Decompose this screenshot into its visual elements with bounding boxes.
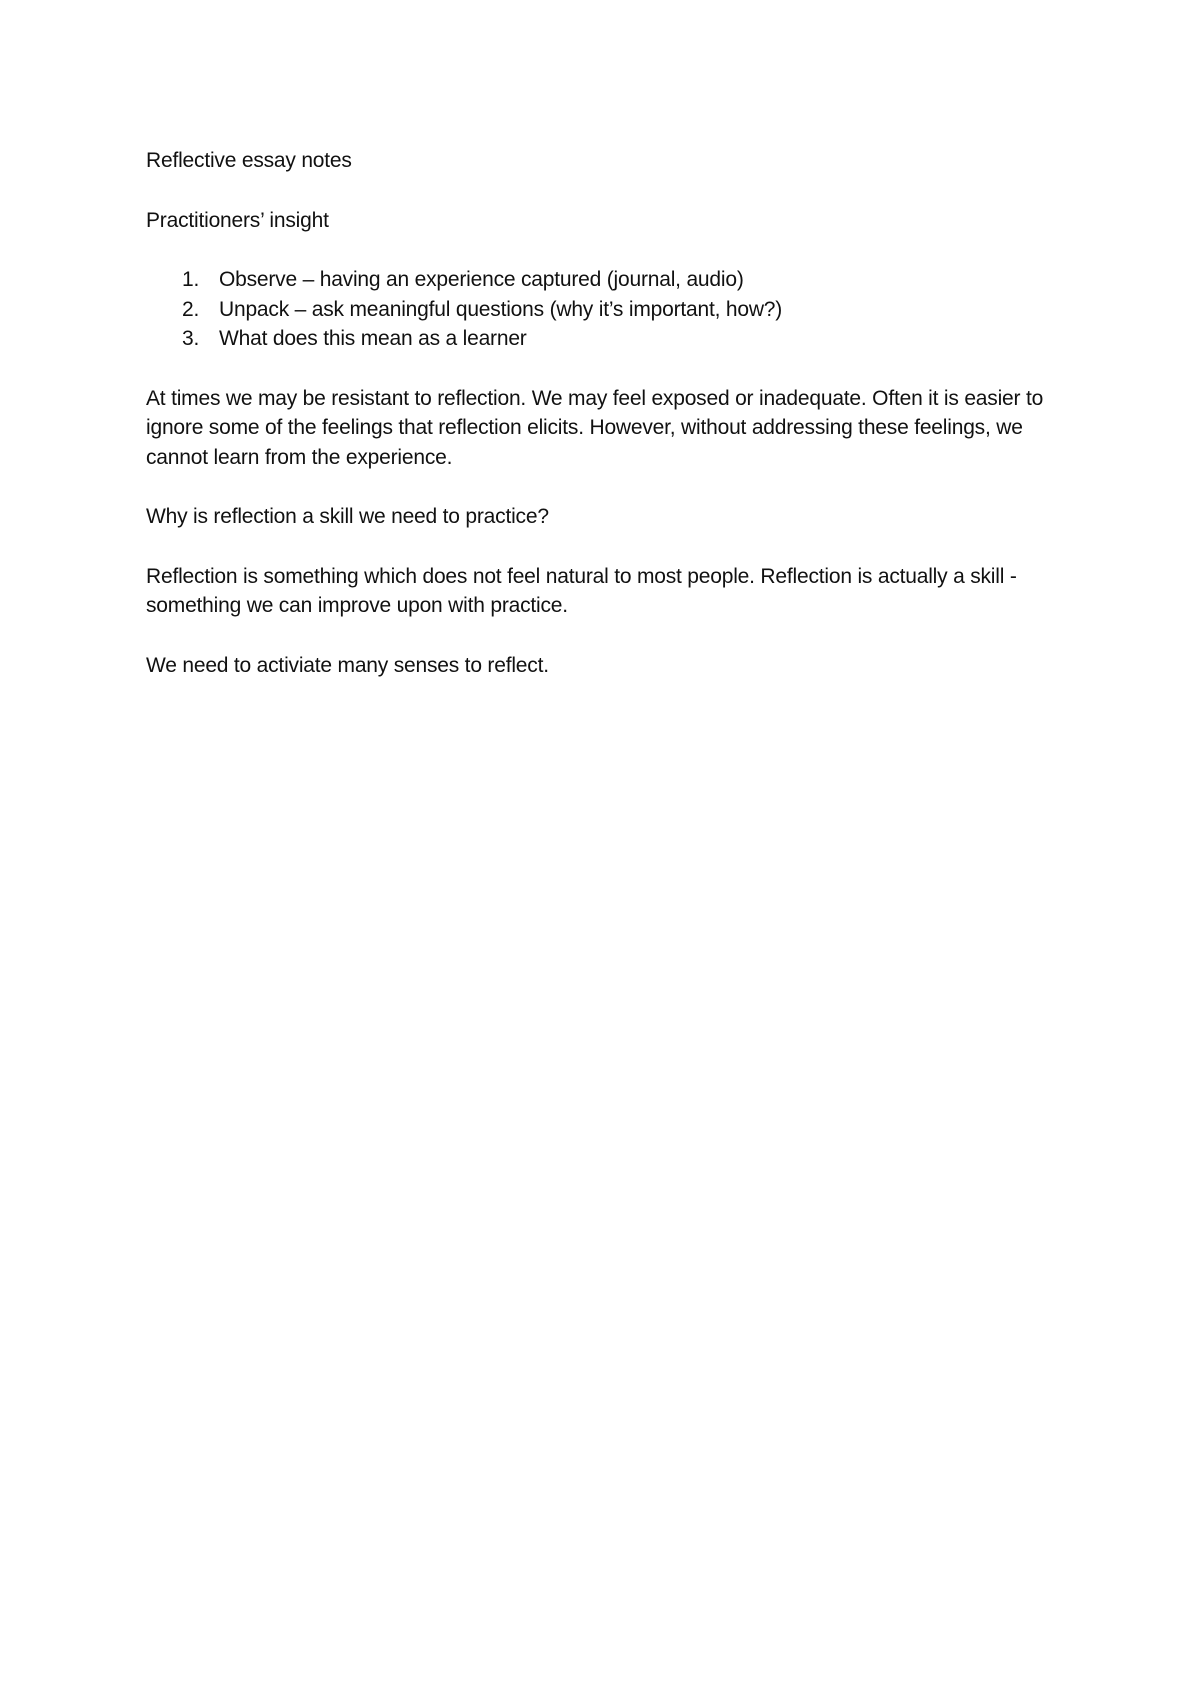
list-item	[146, 295, 1066, 325]
list-item	[146, 265, 1066, 295]
list-item-text: Observe – having an experience captured (journal, audio)	[219, 268, 744, 291]
document-title: Reflective essay notes	[146, 149, 352, 172]
list-number: 2.	[182, 297, 200, 321]
paragraph-senses: We need to activiate many senses to reflect.	[146, 653, 549, 677]
paragraph-question: Why is reflection a skill we need to practice?	[146, 505, 549, 528]
list-item-text: What does this mean as a learner	[219, 327, 527, 350]
paragraph-resistance: At times we may be resistant to reflection. We may feel exposed or inadequate. Often it is easier to ignore some of the feelings that reflection elicits. However, without addressing these feelings, we cannot learn from the experience.	[146, 386, 1044, 469]
list-number: 1.	[182, 268, 200, 291]
numbered-list	[146, 265, 1066, 354]
list-item-text: Unpack – ask meaningful questions (why it’s important, how?)	[219, 297, 783, 321]
paragraph-skill: Reflection is something which does not feel natural to most people. Reflection is actually a skill - something we can improve upon with practice.	[146, 564, 1017, 617]
document-body	[146, 146, 1066, 710]
list-number: 3.	[182, 327, 200, 350]
list-item	[146, 324, 1066, 354]
section-heading: Practitioners’ insight	[146, 208, 329, 232]
